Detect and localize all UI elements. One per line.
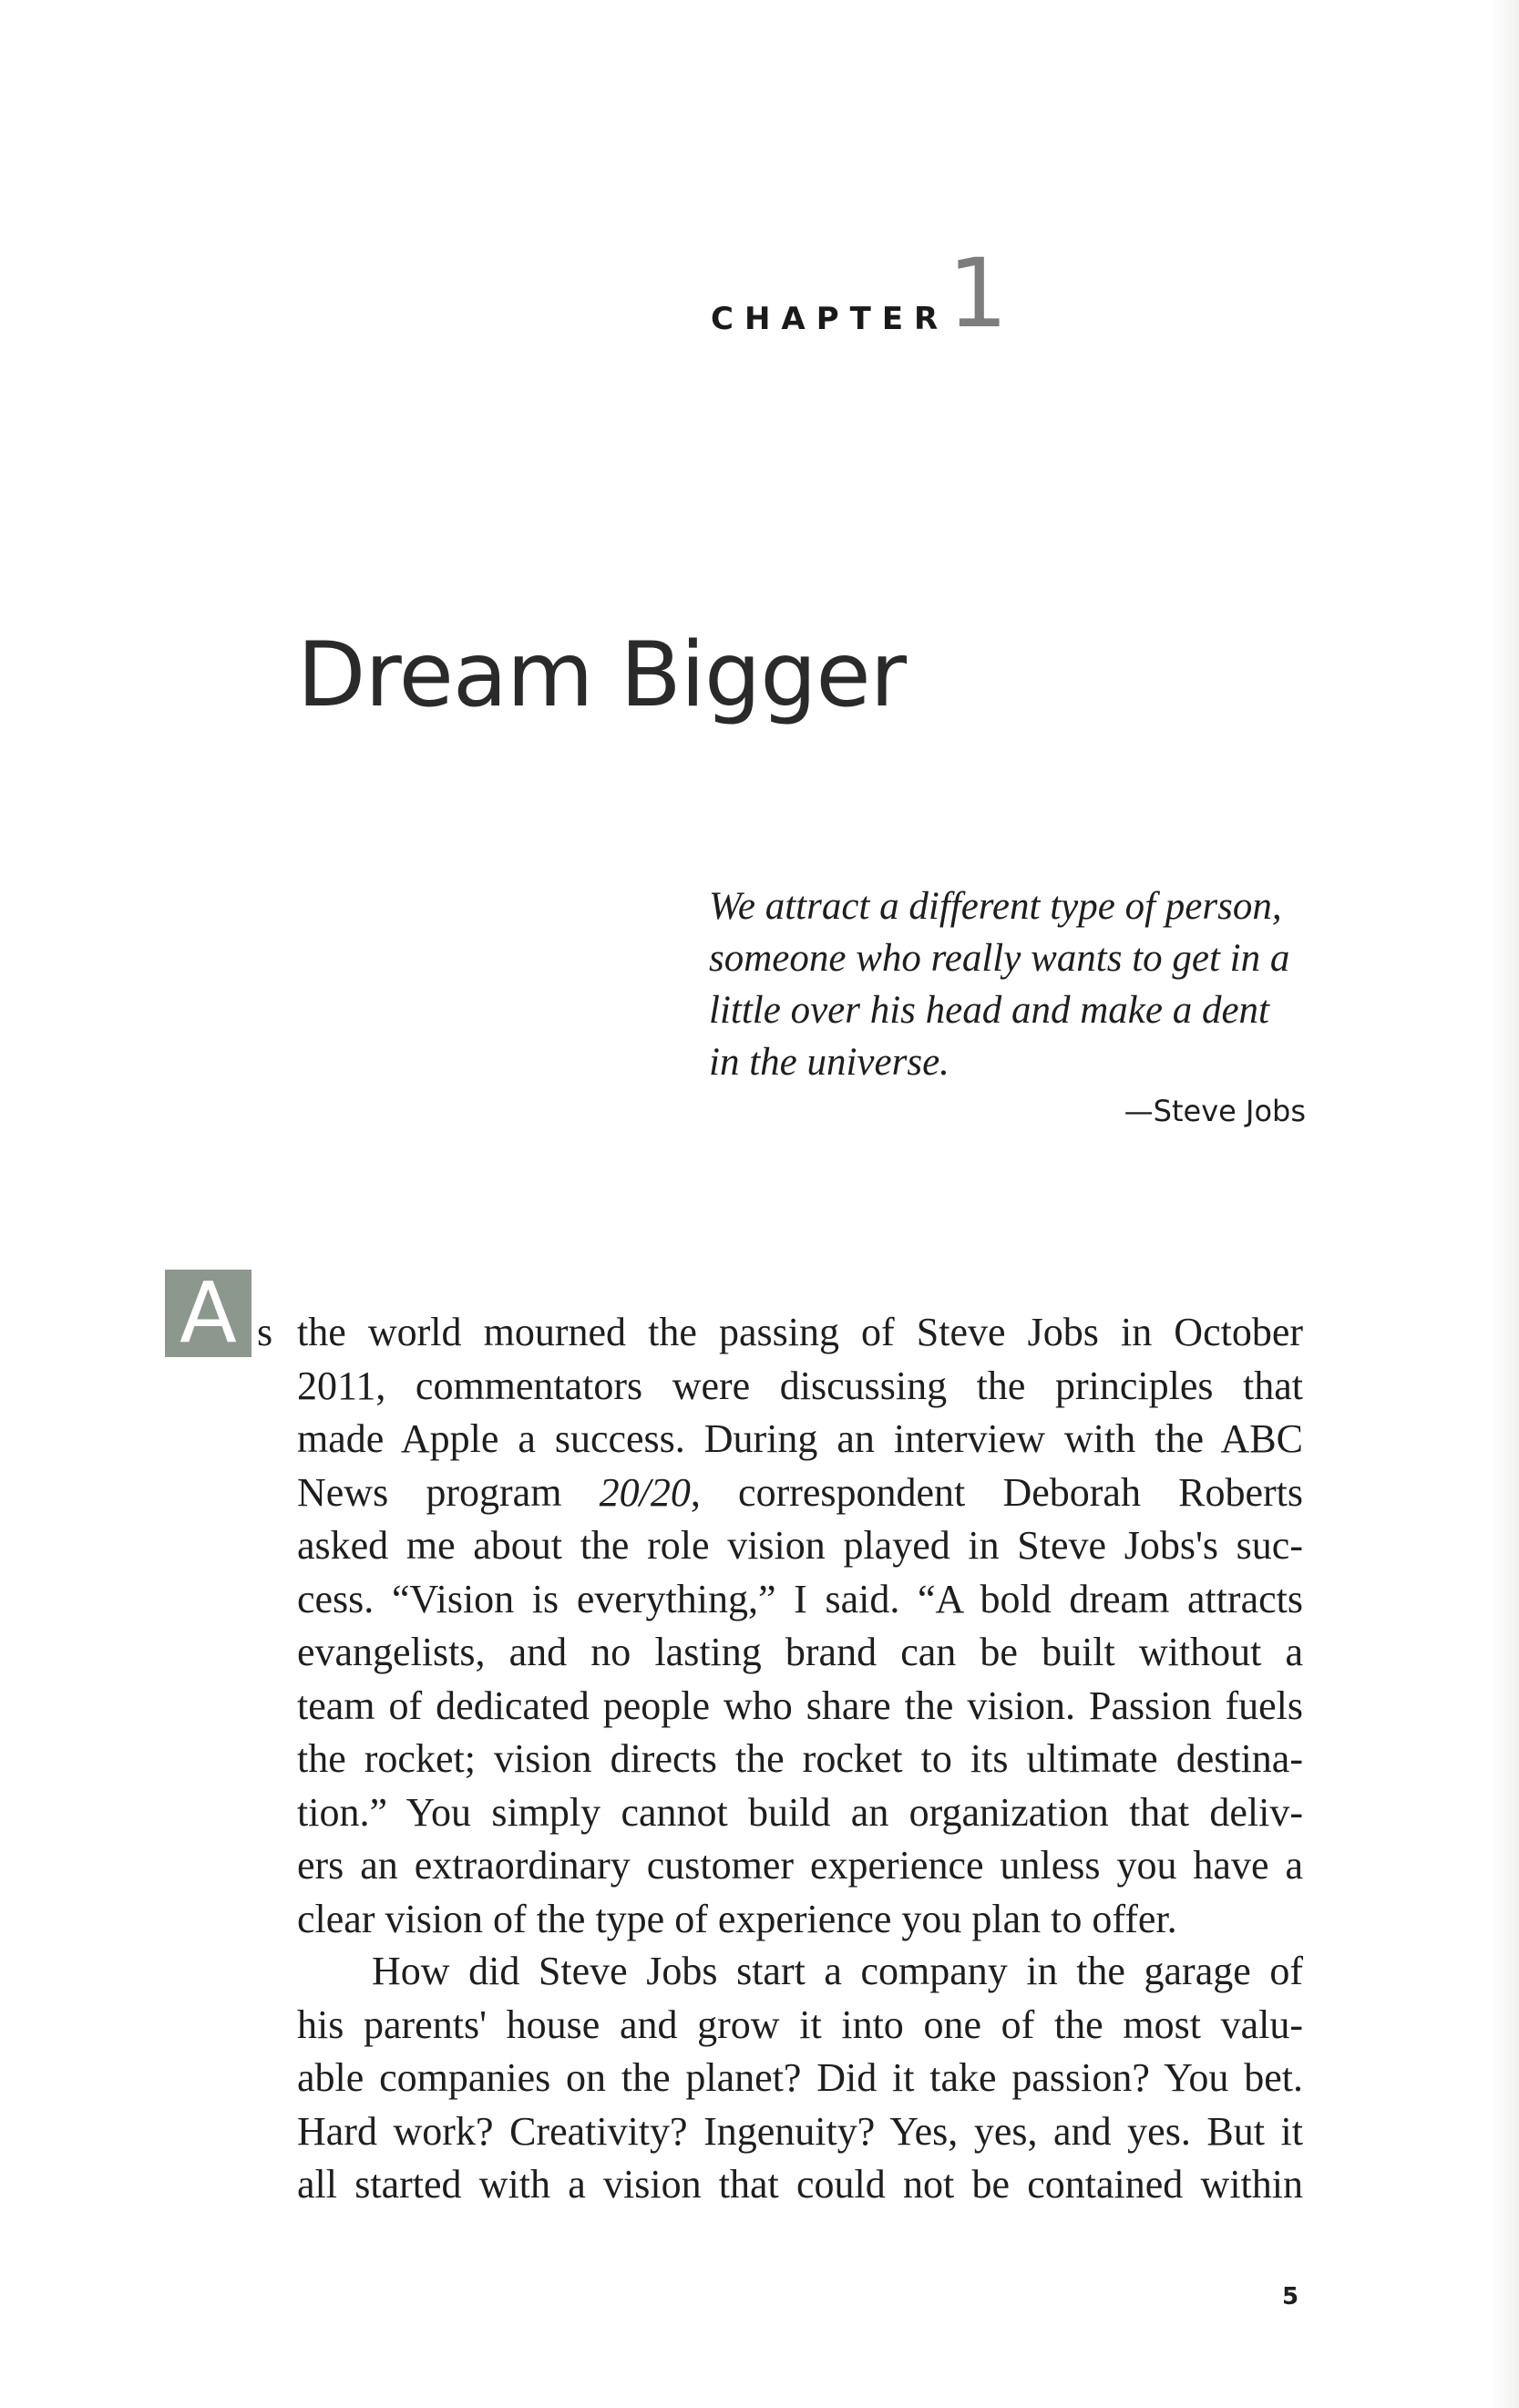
page-edge-shade: [1491, 0, 1519, 2408]
text-line: his parents' house and grow it into one of the most valu-: [297, 2002, 1303, 2047]
text-line: the world mourned the passing of Steve Jobs in October: [297, 1310, 1303, 1354]
chapter-label: CHAPTER: [711, 301, 949, 337]
program-title: 20/20: [599, 1469, 691, 1515]
text-line: the rocket; vision directs the rocket to its ultimate destina-: [297, 1736, 1303, 1781]
text-line: 2011, commentators were discussing the principles that: [297, 1363, 1303, 1408]
chapter-title: Dream Bigger: [297, 623, 907, 727]
epigraph-line: little over his head and make a dent: [709, 989, 1269, 1032]
epigraph-line: We attract a different type of person,: [709, 885, 1282, 928]
epigraph-line: in the universe.: [709, 1041, 949, 1084]
text-line: Hard work? Creativity? Ingenuity? Yes, yes, and yes. But it: [297, 2108, 1303, 2154]
paragraph-1: [297, 1306, 1303, 1946]
epigraph-attribution: —Steve Jobs: [1124, 1094, 1306, 1128]
epigraph: [709, 880, 1338, 1128]
text-line: team of dedicated people who share the vision. Passion fuels: [297, 1683, 1303, 1728]
drop-cap: A: [165, 1270, 251, 1357]
epigraph-line: someone who really wants to get in a: [709, 937, 1290, 980]
text-line: How did Steve Jobs start a company in the garage of: [372, 1949, 1303, 1993]
text-line: News program 20/20, correspondent Deborah Roberts: [297, 1469, 1303, 1515]
text-line: cess. “Vision is everything,” I said. “A bold dream attracts: [297, 1576, 1303, 1621]
drop-cap-continuation: s: [257, 1310, 273, 1354]
text-line: tion.” You simply cannot build an organization that deliv-: [297, 1789, 1303, 1835]
chapter-number: 1: [948, 238, 1009, 349]
paragraph-2: [297, 1945, 1303, 2212]
text-line: able companies on the planet? Did it take passion? You bet.: [297, 2055, 1303, 2100]
text-line: clear vision of the type of experience you plan to offer.: [297, 1896, 1177, 1941]
text-line: made Apple a success. During an interview with the ABC: [297, 1416, 1303, 1461]
text-line: all started with a vision that could not be contained within: [297, 2162, 1303, 2207]
text-line: evangelists, and no lasting brand can be built without a: [297, 1630, 1303, 1674]
text-line: ers an extraordinary customer experience unless you have a: [297, 1843, 1303, 1888]
text-line: asked me about the role vision played in Steve Jobs's suc-: [297, 1523, 1303, 1568]
page-number: 5: [1282, 2283, 1299, 2310]
